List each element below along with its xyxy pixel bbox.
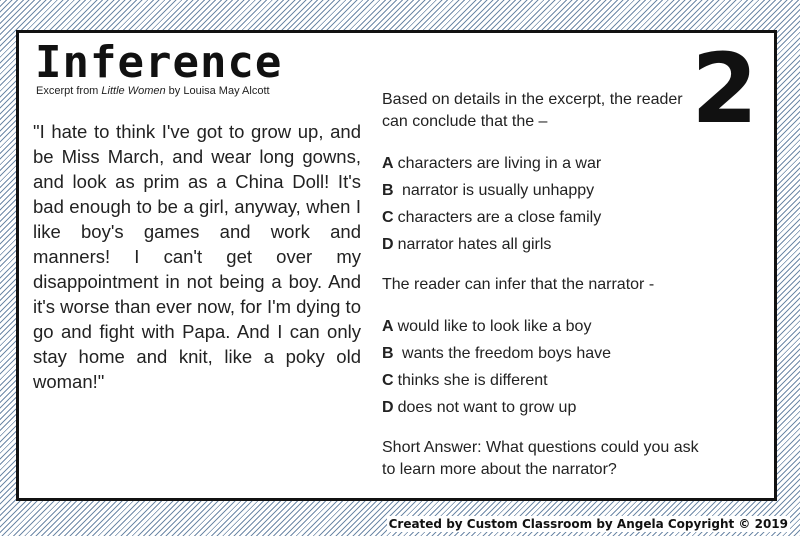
copyright-credit: Created by Custom Classroom by Angela Copyright © 2019 [388,517,788,531]
question-2-option-a [382,313,712,340]
card-number: 2 [691,33,758,145]
question-2-option-d [382,394,712,421]
question-1-options [382,150,712,258]
option-text: characters are living in a war [397,155,602,172]
option-letter: B [382,182,394,199]
option-letter: A [382,318,394,335]
passage-text: "I hate to think I've got to grow up, and be Miss March, and wear long gowns, and look as prim as a China Doll! It's bad enough to be a girl, anyway, when I like boy's games and work and manners! I can't get over my disappointment in not being a boy. And it's worse than ever now, for I'm dying to go and fight with Papa. And I can only stay home and knit, like a poky old woman!" [33,121,361,392]
book-title: Little Women [101,85,166,97]
option-text: does not want to grow up [397,399,577,416]
task-card [16,30,777,501]
option-text: characters are a close family [397,209,602,226]
option-text: would like to look like a boy [397,318,592,335]
question-1-option-b [382,177,712,204]
option-letter: C [382,372,394,389]
option-letter: B [382,345,394,362]
question-1-option-d [382,231,712,258]
question-2-options [382,313,712,421]
option-text: narrator is usually unhappy [397,182,595,199]
question-2-option-c [382,367,712,394]
excerpt-prefix: Excerpt from [36,85,102,97]
short-answer-prompt: Short Answer: What questions could you ask to learn more about the narrator? [382,439,699,478]
excerpt-source [36,85,270,97]
option-letter: D [382,236,394,253]
option-text: thinks she is different [397,372,548,389]
questions-panel [382,89,712,481]
question-2-prompt: The reader can infer that the narrator - [382,276,655,293]
card-title: Inference [35,37,283,88]
option-letter: A [382,155,394,172]
option-letter: D [382,399,394,416]
question-1-option-c [382,204,712,231]
question-1-option-a [382,150,712,177]
option-text: wants the freedom boys have [397,345,612,362]
option-letter: C [382,209,394,226]
option-text: narrator hates all girls [397,236,552,253]
excerpt-suffix: by Louisa May Alcott [165,85,270,97]
question-2-option-b [382,340,712,367]
question-1-prompt: Based on details in the excerpt, the reader can conclude that the – [382,91,683,130]
